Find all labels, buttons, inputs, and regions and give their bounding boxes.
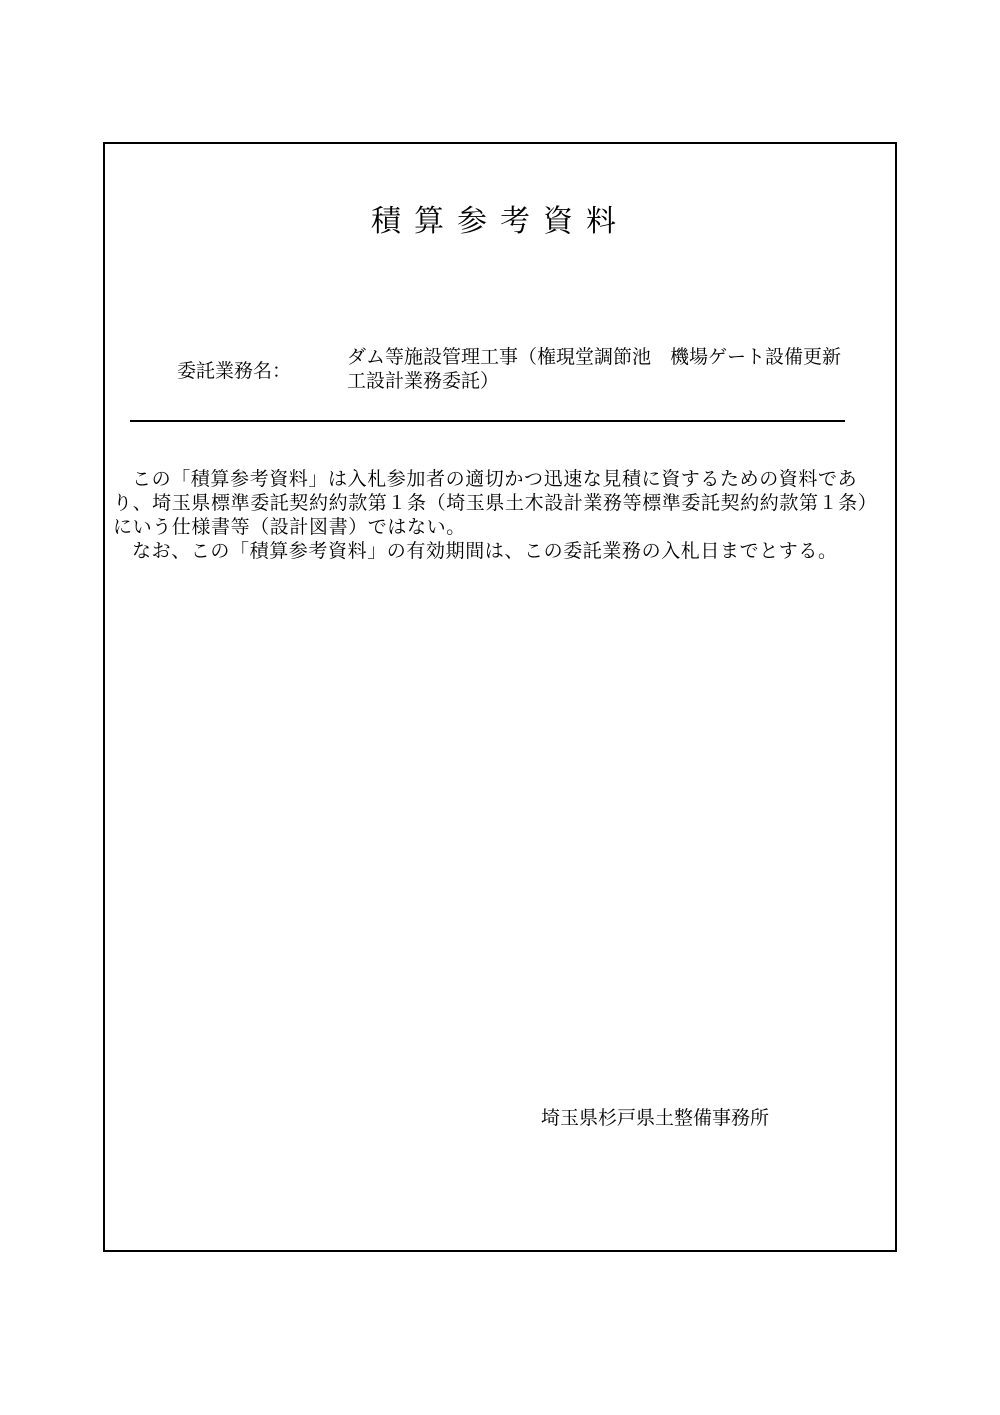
issuer-name: 埼玉県杉戸県土整備事務所 [541, 1107, 770, 1129]
project-label: 委託業務名： [177, 360, 292, 382]
notice-paragraph: なお、この「積算参考資料」の有効期間は、この委託業務の入札日までとする。 [132, 540, 838, 562]
document-title: 積算参考資料 [371, 204, 629, 239]
divider-line [130, 420, 845, 422]
document-frame [103, 142, 897, 1252]
project-name: ダム等施設管理工事（権現堂調節池 機場ゲート設備更新工設計業務委託） [347, 346, 842, 392]
notice-text [113, 467, 888, 563]
notice-paragraph: この「積算参考資料」は入札参加者の適切かつ迅速な見積に資するための資料であり、埼玉県標準委託契約約款第１条（埼玉県土木設計業務等標準委託契約約款第１条）にいう仕様書等（設計図書）ではない。 [113, 468, 878, 538]
